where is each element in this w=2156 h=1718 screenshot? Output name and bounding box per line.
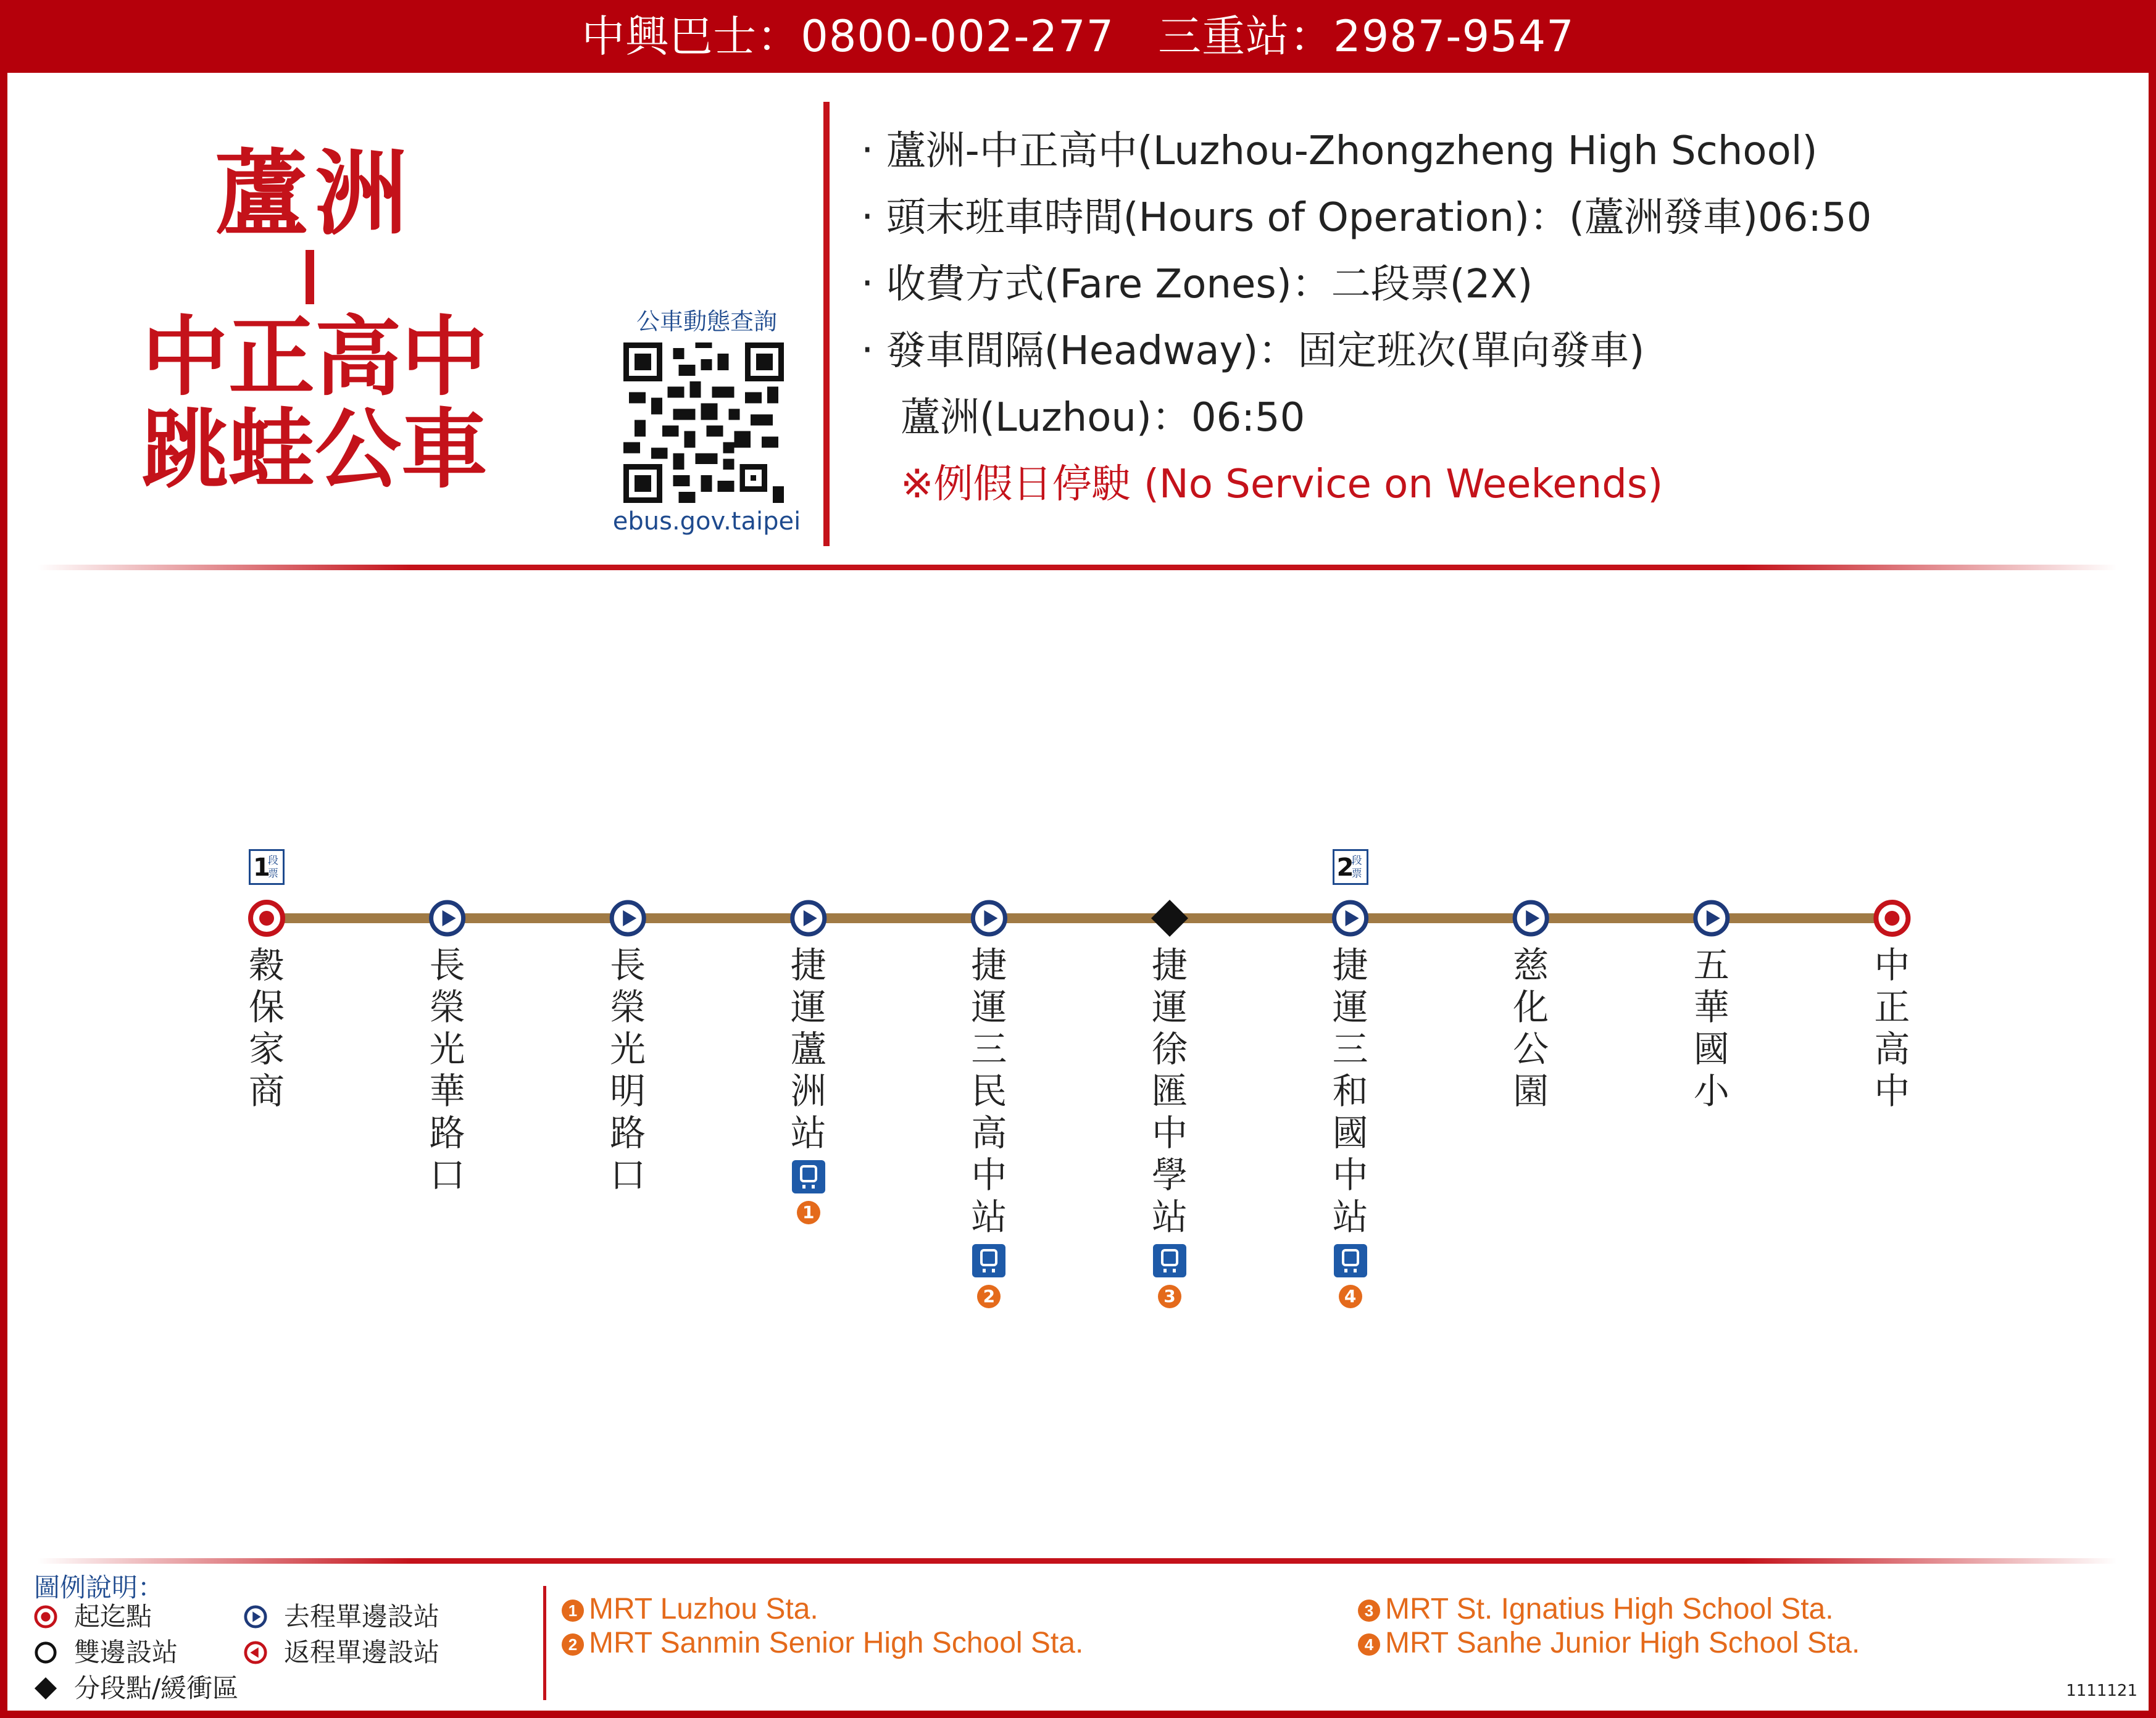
metro-station-icon [972, 1244, 1005, 1277]
stop-name: 長 榮 光 明 路 口 [610, 944, 646, 1196]
document-code: 1111121 [2066, 1682, 2137, 1700]
qr-url[interactable]: ebus.gov.taipei [612, 507, 801, 536]
outbound-stop-marker[interactable] [612, 902, 644, 934]
route-name-line: 跳蛙公車 [142, 400, 488, 500]
info-divider [823, 102, 830, 546]
terminal-stop-icon [34, 1605, 57, 1629]
mrt-note-1-text: MRT Luzhou Sta. [589, 1593, 818, 1625]
stop-name: 捷 運 三 和 國 中 站 [1332, 944, 1368, 1238]
metro-station-icon [1334, 1244, 1367, 1277]
mrt-note-1 [562, 1592, 818, 1626]
route-info [861, 123, 2096, 523]
outbound-stop-marker[interactable] [793, 902, 825, 934]
both-sides-stop-icon [34, 1641, 57, 1664]
stop-name: 捷 運 蘆 洲 站 [790, 944, 826, 1154]
mrt-note-3-number: 3 [1358, 1600, 1380, 1622]
route-diagram [0, 821, 2156, 1376]
stop-name: 長 榮 光 華 路 口 [429, 944, 465, 1196]
legend-outbound-label: 去程單邊設站 [284, 1601, 440, 1632]
stop-name: 捷 運 徐 匯 中 學 站 [1151, 944, 1188, 1238]
route-destination-line: 中正高中 [142, 307, 488, 408]
terminal-stop-marker[interactable] [251, 902, 283, 934]
route-destination-title [142, 307, 488, 500]
legend-section-label: 分段點/緩衝區 [74, 1673, 239, 1703]
stop-name: 五 華 國 小 [1693, 944, 1729, 1112]
company-contact-bar: 中興巴士：0800-002-277 三重站：2987-9547 [0, 0, 2156, 73]
metro-station-icon [792, 1160, 825, 1193]
title-separator [306, 250, 314, 304]
legend-inbound-label: 返程單邊設站 [284, 1637, 440, 1667]
legend-terminal-label: 起迄點 [74, 1601, 152, 1632]
outbound-stop-icon [244, 1605, 267, 1629]
info-departure: 蘆洲(Luzhou)：06:50 [861, 395, 1305, 441]
section-point-marker[interactable] [1151, 900, 1188, 937]
bottom-divider [37, 1558, 2117, 1564]
info-fare: ‧ 收費方式(Fare Zones)：二段票(2X) [861, 262, 1533, 307]
outbound-stop-marker[interactable] [1334, 902, 1367, 934]
mrt-number-badge: 4 [1339, 1285, 1362, 1308]
top-divider [37, 565, 2117, 570]
outbound-stop-marker[interactable] [973, 902, 1005, 934]
mrt-note-4 [1358, 1626, 1860, 1660]
inbound-stop-icon [244, 1641, 267, 1664]
fare-zone-badge [249, 849, 285, 885]
mrt-note-3-text: MRT St. Ignatius High School Sta. [1385, 1593, 1834, 1625]
qr-code-icon[interactable] [623, 342, 784, 503]
mrt-note-4-text: MRT Sanhe Junior High School Sta. [1385, 1627, 1860, 1659]
legend-divider [543, 1586, 546, 1700]
outbound-stop-marker[interactable] [1515, 902, 1547, 934]
section-point-icon [34, 1677, 57, 1700]
qr-label: 公車動態查詢 [636, 308, 777, 335]
stop-name: 穀 保 家 商 [248, 944, 285, 1112]
fare-zone-badge [1333, 849, 1368, 885]
mrt-note-2-text: MRT Sanmin Senior High School Sta. [589, 1627, 1084, 1659]
info-weekend-notice: ※例假日停駛 (No Service on Weekends) [861, 462, 1663, 507]
terminal-stop-marker[interactable] [1876, 902, 1908, 934]
fare-zone-label: 段票 [1351, 855, 1362, 880]
info-headway: ‧ 發車間隔(Headway)：固定班次(單向發車) [861, 328, 1645, 374]
route-line-svg [0, 821, 2156, 1376]
mrt-number-badge: 3 [1158, 1285, 1181, 1308]
mrt-note-1-number: 1 [562, 1600, 584, 1622]
stop-name: 慈 化 公 園 [1513, 944, 1549, 1112]
mrt-number-badge: 1 [797, 1201, 820, 1224]
fare-zone-label: 段票 [268, 855, 278, 880]
mrt-note-2 [562, 1626, 1083, 1660]
outbound-stop-marker[interactable] [431, 902, 464, 934]
route-origin-title: 蘆洲 [214, 141, 415, 248]
fare-zone-number: 1 [253, 853, 270, 882]
info-route-name: ‧ 蘆洲-中正高中(Luzhou-Zhongzheng High School) [861, 128, 1818, 174]
mrt-note-3 [1358, 1592, 1834, 1626]
info-hours: ‧ 頭末班車時間(Hours of Operation)：(蘆洲發車)06:50 [861, 195, 1872, 241]
legend-both-label: 雙邊設站 [74, 1637, 178, 1667]
mrt-note-2-number: 2 [562, 1633, 584, 1656]
outbound-stop-marker[interactable] [1696, 902, 1728, 934]
legend-title: 圖例說明： [34, 1572, 164, 1603]
mrt-note-4-number: 4 [1358, 1633, 1380, 1656]
mrt-number-badge: 2 [977, 1285, 1001, 1308]
metro-station-icon [1153, 1244, 1186, 1277]
stop-name: 捷 運 三 民 高 中 站 [971, 944, 1007, 1238]
fare-zone-number: 2 [1336, 853, 1354, 882]
stop-name: 中 正 高 中 [1874, 944, 1910, 1112]
